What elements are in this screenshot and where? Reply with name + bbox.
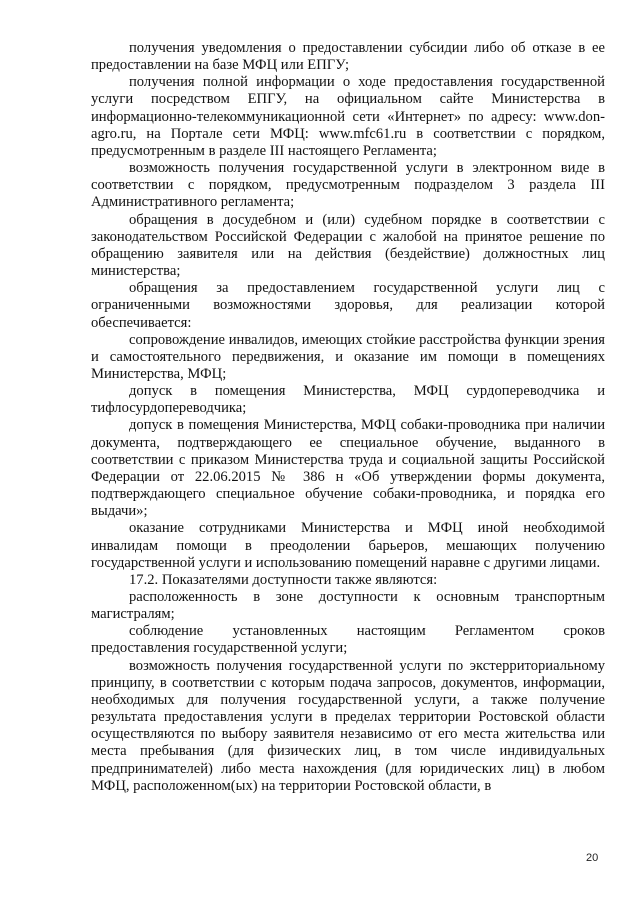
paragraph: получения полной информации о ходе предоставления государственной услуги посредством ЕПГУ, на официальном сайте Министерства в информационно-телекоммуникационной сети «Интернет» по адресу: www.don-agro.ru, на Портале сети МФЦ: www.mfc61.ru в соответствии с порядком, предусмотренным в разделе III настоящего Регламента; (91, 74, 605, 159)
paragraph: допуск в помещения Министерства, МФЦ собаки-проводника при наличии документа, подтверждающего ее специальное обучение, выданного в соответствии с приказом Министерства труда и социальной защиты Российской Федерации от 22.06.2015 № 386 н «Об утверждении формы документа, подтверждающего специальное обучение собаки-проводника, и порядка его выдачи»; (91, 417, 605, 520)
paragraph: допуск в помещения Министерства, МФЦ сурдопереводчика и тифлосурдопереводчика; (91, 383, 605, 417)
document-body (91, 40, 605, 795)
paragraph: обращения в досудебном и (или) судебном порядке в соответствии с законодательством Российской Федерации с жалобой на принятое решение по обращению заявителя или на действия (бездействие) должностных лиц министерства; (91, 211, 605, 280)
paragraph: возможность получения государственной услуги по экстерриториальному принципу, в соответствии с которым подача запросов, документов, информации, необходимых для получения государственной услуги, а также получение результата предоставления услуги в пределах территории Ростовской области осуществляются по выбору заявителя независимо от его места жительства или места пребывания (для физических лиц, в том числе индивидуальных предпринимателей) либо места нахождения (для юридических лиц) в любом МФЦ, расположенном(ых) на территории Ростовской области, в (91, 657, 605, 794)
paragraph: возможность получения государственной услуги в электронном виде в соответствии с порядком, предусмотренным подразделом 3 раздела III Административного регламента; (91, 160, 605, 211)
paragraph: обращения за предоставлением государственной услуги лиц с ограниченными возможностями здоровья, для реализации которой обеспечивается: (91, 280, 605, 331)
paragraph: оказание сотрудниками Министерства и МФЦ иной необходимой инвалидам помощи в преодолении барьеров, мешающих получению государственной услуги и использованию помещений наравне с другими лицами. (91, 520, 605, 571)
page-number: 20 (586, 852, 599, 864)
paragraph: расположенность в зоне доступности к основным транспортным магистралям; (91, 589, 605, 623)
paragraph: сопровождение инвалидов, имеющих стойкие расстройства функции зрения и самостоятельного передвижения, и оказание им помощи в помещениях Министерства, МФЦ; (91, 331, 605, 382)
paragraph: соблюдение установленных настоящим Регламентом сроков предоставления государственной услуги; (91, 623, 605, 657)
section-heading: 17.2. Показателями доступности также являются: (129, 571, 438, 588)
paragraph: получения уведомления о предоставлении субсидии либо об отказе в ее предоставлении на базе МФЦ или ЕПГУ; (91, 40, 605, 74)
